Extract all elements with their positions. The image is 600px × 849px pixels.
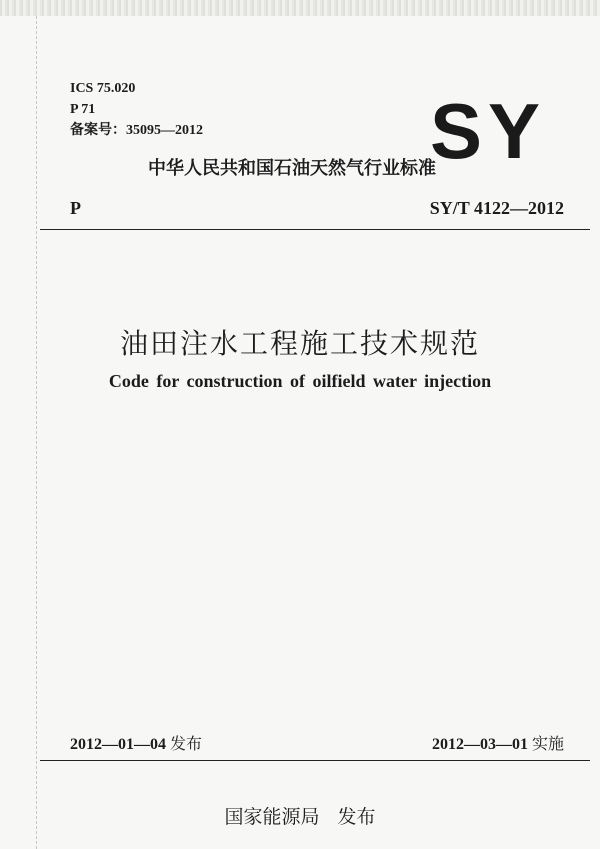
standard-body-title: 中华人民共和国石油天然气行业标准 [148,158,436,179]
implementation-date-value: 2012—03—01 [431,736,528,753]
issue-date [70,736,202,753]
implementation-date [432,736,564,753]
class-letter: P [70,198,81,218]
record-label: 备案号： [70,123,126,138]
implementation-label: 实施 [531,734,564,753]
issue-date-value: 2012—01—04 [70,736,166,753]
sy-logo: SY [430,87,547,175]
scan-border [0,0,600,16]
record-value: 35095—2012 [126,123,203,138]
title-english: Code for construction of oilfield water injection [108,371,492,391]
top-divider [40,229,590,230]
issuer [0,808,600,827]
ics-code: ICS 75.020 [70,81,136,96]
classification-code: P 71 [70,102,96,117]
issuer-name: 国家能源局 [224,806,320,828]
issue-label: 发布 [170,734,203,753]
record-number [70,124,203,138]
scan-left-edge [36,16,38,849]
issuer-action: 发布 [337,806,376,828]
title-chinese: 油田注水工程施工技术规范 [119,327,480,360]
bottom-divider [40,760,590,761]
standard-number: SY/T 4122—2012 [429,198,564,218]
